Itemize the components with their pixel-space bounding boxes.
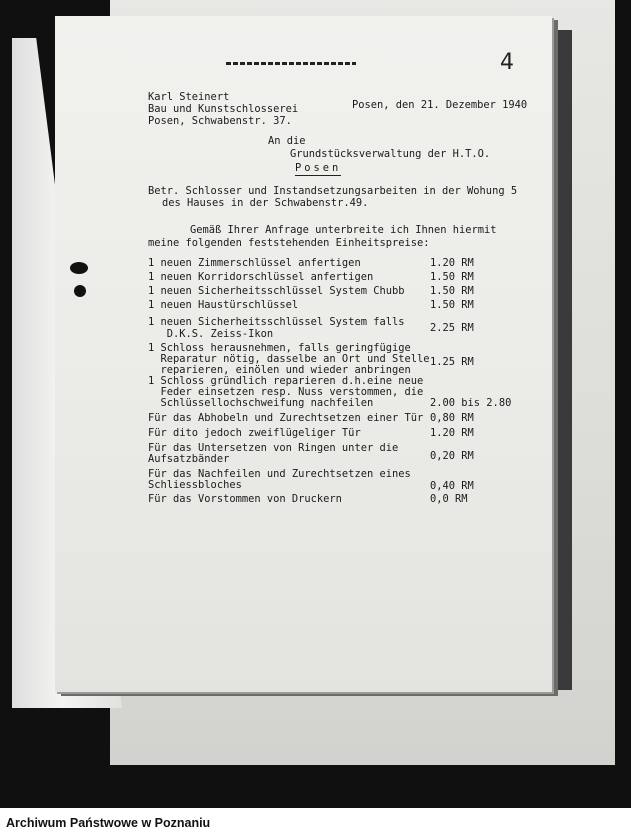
item-label: 1 neuen Sicherheitsschlüssel System falls xyxy=(148,316,405,328)
sender-business: Bau und Kunstschlosserei xyxy=(148,103,299,115)
item-label: Für das Vorstommen von Druckern xyxy=(148,493,342,505)
recipient-city: Posen xyxy=(295,162,342,174)
item-label: Für dito jedoch zweiflügeliger Tür xyxy=(148,427,361,439)
item-label-cont: Feder einsetzen resp. Nuss verstommen, die xyxy=(148,386,424,398)
item-label-cont: reparieren, einölen und wieder anbringen xyxy=(148,364,411,376)
recipient-line2: Grundstücksverwaltung der H.T.O. xyxy=(290,148,491,160)
item-price: 1.50 RM xyxy=(430,299,474,311)
item-label: 1 neuen Zimmerschlüssel anfertigen xyxy=(148,257,361,269)
item-price: 0,80 RM xyxy=(430,412,474,424)
item-price: 1.50 RM xyxy=(430,285,474,297)
sender-address: Posen, Schwabenstr. 37. xyxy=(148,115,292,127)
item-price: 1.20 RM xyxy=(430,257,474,269)
subject-line2: des Hauses in der Schwabenstr.49. xyxy=(162,197,369,209)
item-label: 1 neuen Korridorschlüssel anfertigen xyxy=(148,271,374,283)
item-price: 0,20 RM xyxy=(430,450,474,462)
item-label: Für das Abhobeln und Zurechtsetzen einer Tür xyxy=(148,412,424,424)
item-price: 1.50 RM xyxy=(430,271,474,283)
item-price: 0,0 RM xyxy=(430,493,468,505)
item-price: 2.00 bis 2.80 xyxy=(430,397,512,409)
item-price: 1.20 RM xyxy=(430,427,474,439)
intro-line1: Gemäß Ihrer Anfrage unterbreite ich Ihnen hiermit xyxy=(190,224,497,236)
item-price: 2.25 RM xyxy=(430,322,474,334)
item-label: Für das Untersetzen von Ringen unter die xyxy=(148,442,399,454)
item-label: 1 Schloss gründlich reparieren d.h.eine neue xyxy=(148,375,424,387)
item-label: Für das Nachfeilen und Zurechtsetzen eines xyxy=(148,468,411,480)
item-price: 0,40 RM xyxy=(430,480,474,492)
sender-name: Karl Steinert xyxy=(148,91,230,103)
header-mark xyxy=(226,62,356,65)
item-label: 1 neuen Sicherheitsschlüssel System Chubb xyxy=(148,285,405,297)
intro-line2: meine folgenden feststehenden Einheitspreise: xyxy=(148,237,430,249)
item-label-cont: Schlüssellochschweifung nachfeilen xyxy=(148,397,374,409)
archive-caption: Archiwum Państwowe w Poznaniu xyxy=(6,816,211,830)
item-label-cont: Aufsatzbänder xyxy=(148,453,230,465)
recipient-line1: An die xyxy=(268,135,306,147)
item-label-cont: Reparatur nötig, dasselbe an Ort und Stelle xyxy=(148,353,430,365)
subject-line1: Betr. Schlosser und Instandsetzungsarbeiten in der Wohung 5 xyxy=(148,185,518,197)
place-date: Posen, den 21. Dezember 1940 xyxy=(352,99,528,111)
item-label-cont: Schliessbloches xyxy=(148,479,242,491)
item-label-cont: D.K.S. Zeiss-Ikon xyxy=(148,328,274,340)
page-number: 4 xyxy=(500,50,514,75)
item-price: 1.25 RM xyxy=(430,356,474,368)
item-label: 1 neuen Haustürschlüssel xyxy=(148,299,299,311)
item-label: 1 Schloss herausnehmen, falls geringfügige xyxy=(148,342,411,354)
